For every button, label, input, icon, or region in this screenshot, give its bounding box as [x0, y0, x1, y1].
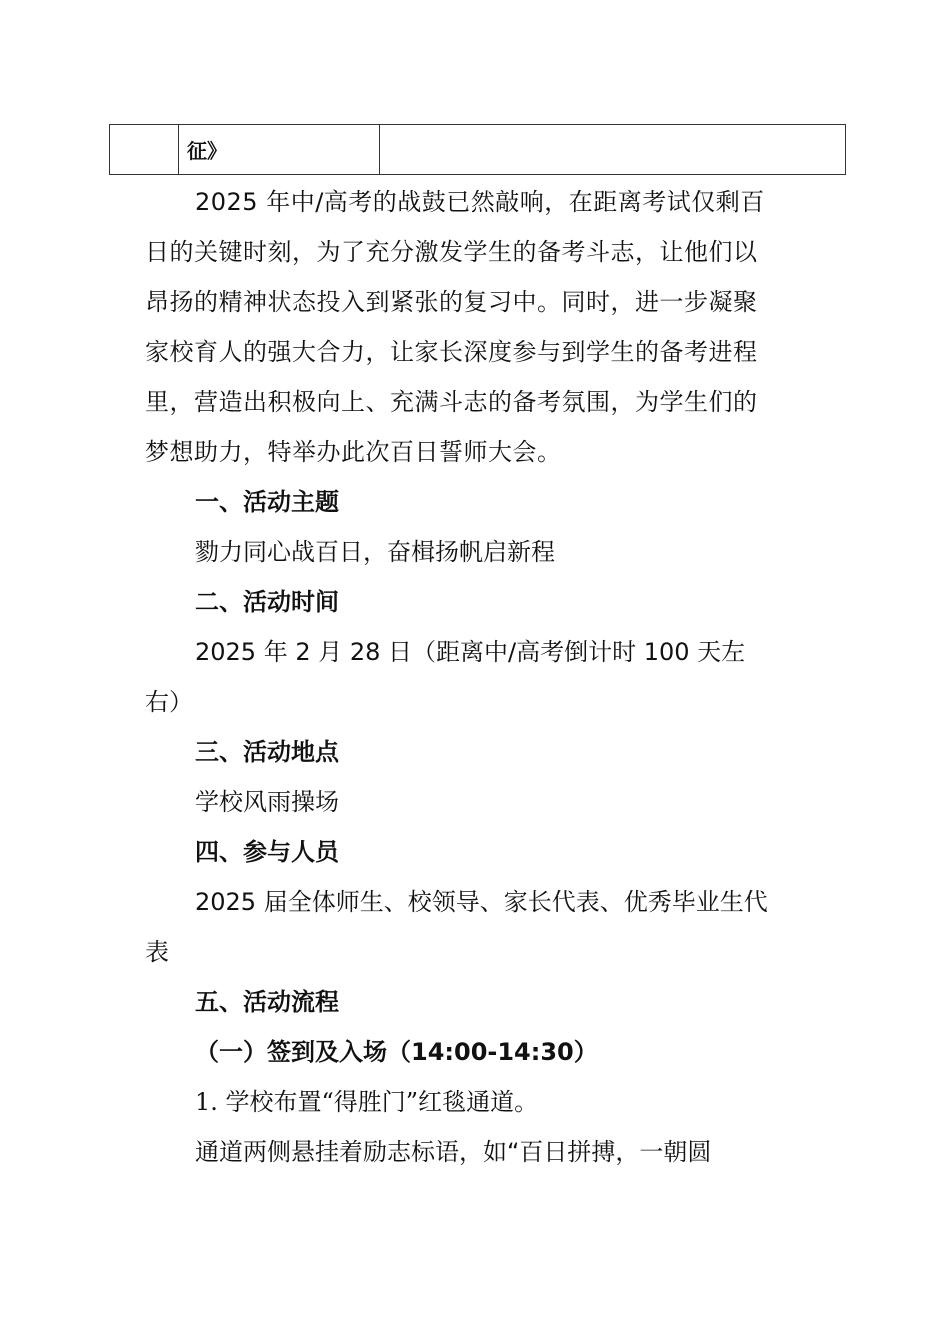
- list-item: 1. 学校布置“得胜门”红毯通道。: [195, 1088, 539, 1116]
- section-heading-theme: 一、活动主题: [195, 488, 339, 516]
- section-heading-process: 五、活动流程: [195, 988, 339, 1016]
- intro-line: 里，营造出积极向上、充满斗志的备考氛围，为学生们的: [145, 388, 758, 416]
- time-text-line: 2025 年 2 月 28 日（距离中/高考倒计时 100 天左: [195, 638, 746, 666]
- table-cell-1: [110, 125, 179, 175]
- section-heading-place: 三、活动地点: [195, 738, 339, 766]
- section-heading-people: 四、参与人员: [195, 838, 339, 866]
- top-table: [109, 124, 846, 175]
- time-text-line: 右）: [145, 688, 193, 716]
- people-text-line: 表: [145, 938, 169, 966]
- place-text: 学校风雨操场: [195, 788, 339, 816]
- intro-line: 家校育人的强大合力，让家长深度参与到学生的备考进程: [145, 338, 758, 366]
- table-row: [110, 125, 846, 175]
- item-text-line: 通道两侧悬挂着励志标语，如“百日拼搏，一朝圆: [195, 1138, 712, 1166]
- theme-text: 勠力同心战百日，奋楫扬帆启新程: [195, 538, 555, 566]
- table-cell-3: [380, 125, 846, 175]
- table-cell-2: 征》: [179, 125, 380, 175]
- intro-line: 梦想助力，特举办此次百日誓师大会。: [145, 438, 562, 466]
- section-heading-time: 二、活动时间: [195, 588, 339, 616]
- intro-line: 2025 年中/高考的战鼓已然敲响，在距离考试仅剩百: [195, 188, 765, 216]
- sub-heading-checkin: （一）签到及入场（14:00-14:30）: [195, 1038, 598, 1066]
- intro-line: 日的关键时刻，为了充分激发学生的备考斗志，让他们以: [145, 238, 758, 266]
- people-text-line: 2025 届全体师生、校领导、家长代表、优秀毕业生代: [195, 888, 768, 916]
- intro-line: 昂扬的精神状态投入到紧张的复习中。同时，进一步凝聚: [145, 288, 758, 316]
